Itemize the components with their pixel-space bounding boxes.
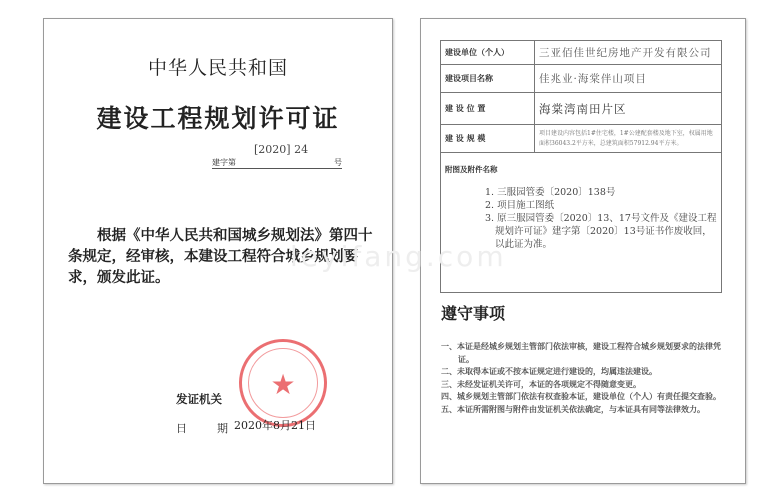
rule-item: 三、未经发证机关许可，本证的各项规定不得随意变更。 — [441, 379, 641, 389]
certificate-body-text: 根据《中华人民共和国城乡规划法》第四十条规定，经审核，本建设工程符合城乡规划要求，颁发此证。 — [68, 228, 373, 286]
certificate-number: [2020] 24 — [254, 143, 309, 156]
table-row — [441, 125, 722, 153]
row-label: 建 设 规 模 — [441, 125, 535, 153]
row-value: 项目建设内容包括1#住宅楼，1#公建配套楼及地下室，权属用地面积36043.2平方米，总建筑面积57912.94平方米。 — [535, 125, 722, 153]
row-value: 三亚佰佳世纪房地产开发有限公司 — [535, 41, 722, 65]
table-row — [441, 41, 722, 65]
rule-item: 二、未取得本证或不按本证规定进行建设的，均属违法建设。 — [441, 367, 657, 376]
row-label: 建设项目名称 — [441, 65, 535, 93]
attachment-item: 1. 三服园管委〔2020〕138号 — [485, 187, 616, 198]
number-prefix: 建字第 — [212, 158, 236, 167]
issuer-label: 发证机关 — [176, 392, 222, 406]
date-label — [176, 420, 228, 436]
date-label-1: 日 — [176, 422, 187, 435]
rule-item: 五、本证所需附图与附件由发证机关依法确定，与本证具有同等法律效力。 — [441, 404, 705, 414]
rules-list — [441, 341, 731, 416]
date-label-2: 期 — [217, 422, 228, 435]
star-icon: ★ — [270, 368, 296, 401]
row-label: 建 设 位 置 — [441, 93, 535, 125]
attachments-label: 附图及附件名称 — [445, 165, 498, 174]
row-value: 海棠湾南田片区 — [535, 93, 722, 125]
table-row — [441, 65, 722, 93]
attachment-item: 2. 项目施工图纸 — [485, 200, 555, 211]
number-suffix: 号 — [334, 158, 342, 167]
issue-date: 2020年8月21日 — [234, 419, 316, 432]
rule-item: 一、本证是经城乡规划主管部门依法审核，建设工程符合城乡规划要求的法律凭证。 — [441, 342, 721, 364]
table-row — [441, 93, 722, 125]
row-label: 建设单位（个人） — [441, 41, 535, 65]
country-heading: 中华人民共和国 — [147, 57, 288, 79]
rule-item: 四、城乡规划主管部门依法有权查验本证，建设单位（个人）有责任提交查验。 — [441, 392, 721, 401]
row-value: 佳兆业·海棠伴山项目 — [535, 65, 722, 93]
official-seal — [239, 339, 327, 427]
rules-title: 遵守事项 — [441, 304, 506, 323]
certificate-title: 建设工程规划许可证 — [96, 104, 340, 133]
certificate-number-line — [212, 157, 342, 169]
attachment-item: 3. 原三服园管委〔2020〕13、17号文件及《建设工程规划许可证》建字第〔2020〕13号证书作废收回，以此证为准。 — [485, 213, 717, 250]
watermark: leyifang.com — [290, 240, 507, 273]
